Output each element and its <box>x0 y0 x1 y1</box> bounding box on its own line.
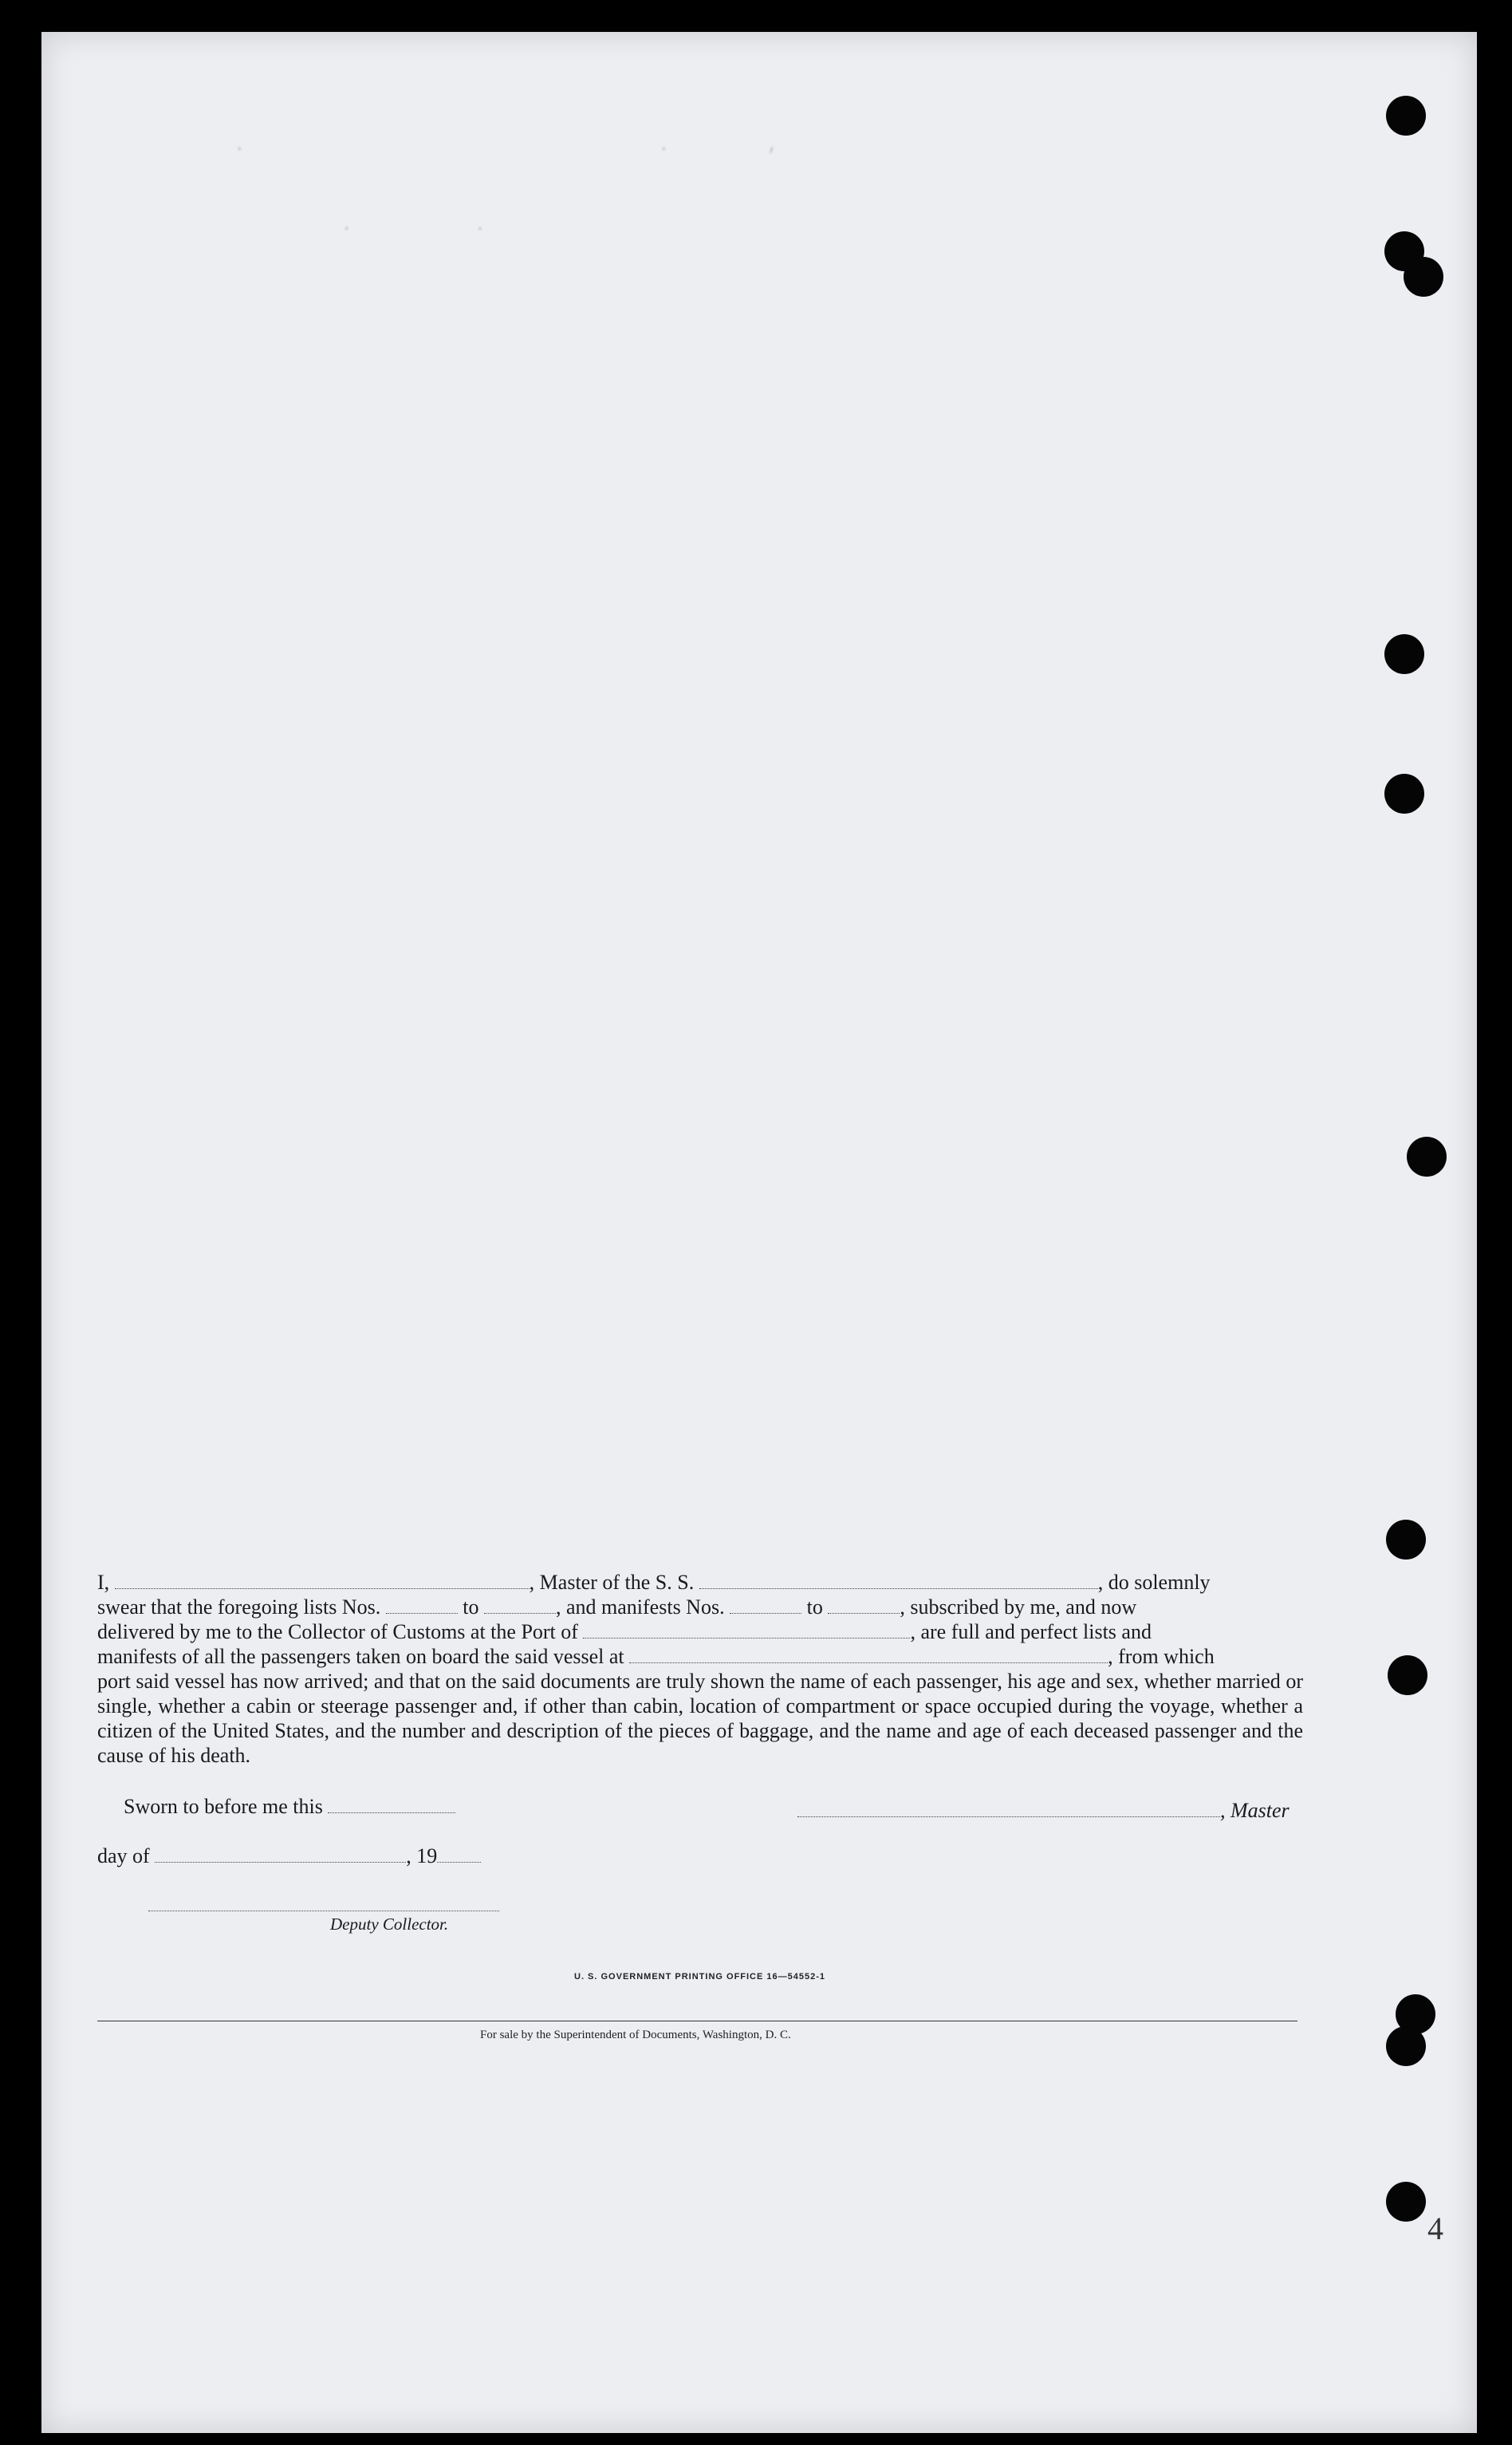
manifest-no-to-field[interactable] <box>828 1597 900 1614</box>
oath-line1-start: I, <box>97 1571 110 1594</box>
sworn-row <box>124 1795 455 1819</box>
punch-hole <box>1386 2182 1426 2222</box>
sworn-date-field[interactable] <box>328 1796 455 1813</box>
oath-line3-b: , are full and perfect lists and <box>910 1620 1152 1643</box>
oath-line3-a: delivered by me to the Collector of Customs at the Port of <box>97 1620 578 1643</box>
oath-line2-d: to <box>806 1595 823 1619</box>
oath-line1-mid: , Master of the S. S. <box>529 1571 695 1594</box>
day-of-row <box>97 1844 481 1868</box>
oath-line2-a: swear that the foregoing lists Nos. <box>97 1595 381 1619</box>
master-signature-row <box>797 1799 1290 1823</box>
list-no-from-field[interactable] <box>386 1597 458 1614</box>
punch-hole <box>1384 774 1424 814</box>
master-signature-field[interactable] <box>797 1800 1220 1817</box>
year-label: , 19 <box>406 1844 438 1867</box>
sale-notice: For sale by the Superintendent of Documents, Washington, D. C. <box>480 2029 791 2041</box>
sworn-label: Sworn to before me this <box>124 1795 323 1818</box>
punch-hole <box>1386 2026 1426 2066</box>
punch-hole <box>1386 1520 1426 1560</box>
master-label: , Master <box>1220 1799 1290 1822</box>
punch-hole <box>1384 634 1424 674</box>
bleed-through-text: . . <box>281 215 511 235</box>
bleed-through-text <box>600 367 1170 387</box>
punch-hole <box>1407 1137 1447 1177</box>
punch-hole <box>1404 257 1443 297</box>
manifest-no-from-field[interactable] <box>730 1597 801 1614</box>
printer-imprint: U. S. GOVERNMENT PRINTING OFFICE 16—54552-1 <box>574 1972 826 1982</box>
document-page <box>41 32 1477 2433</box>
corner-mark: 4 <box>1427 2210 1443 2246</box>
day-of-label: day of <box>97 1844 150 1867</box>
ship-name-field[interactable] <box>699 1572 1098 1589</box>
oath-block <box>97 1570 1303 1768</box>
punch-hole <box>1388 1655 1427 1695</box>
port-field[interactable] <box>583 1622 910 1639</box>
punch-hole <box>1386 96 1426 136</box>
oath-line1-end: , do solemnly <box>1097 1571 1211 1594</box>
year-field[interactable] <box>437 1846 481 1863</box>
oath-line2-e: , subscribed by me, and now <box>900 1595 1137 1619</box>
oath-line4-a: manifests of all the passengers taken on board the said vessel at <box>97 1645 624 1668</box>
list-no-to-field[interactable] <box>484 1597 556 1614</box>
oath-line2-c: , and manifests Nos. <box>556 1595 725 1619</box>
day-month-field[interactable] <box>155 1846 406 1863</box>
bleed-through-text: . . , <box>137 136 780 156</box>
master-name-field[interactable] <box>115 1572 530 1589</box>
oath-body: port said vessel has now arrived; and that on the said documents are truly shown the name of each passenger, his age and sex, whether married or single, whether a cabin or steerage passenger and, if other than cabin, location of compartment or space occupied during the voyage, whether a citizen of the United States, and the number and description of the pieces of baggage, and the name and age of each deceased passenger and the cause of his death. <box>97 1670 1303 1767</box>
oath-line4-b: , from which <box>1108 1645 1215 1668</box>
deputy-collector-label: Deputy Collector. <box>330 1915 449 1934</box>
oath-line2-b: to <box>463 1595 479 1619</box>
departure-port-field[interactable] <box>629 1646 1108 1663</box>
